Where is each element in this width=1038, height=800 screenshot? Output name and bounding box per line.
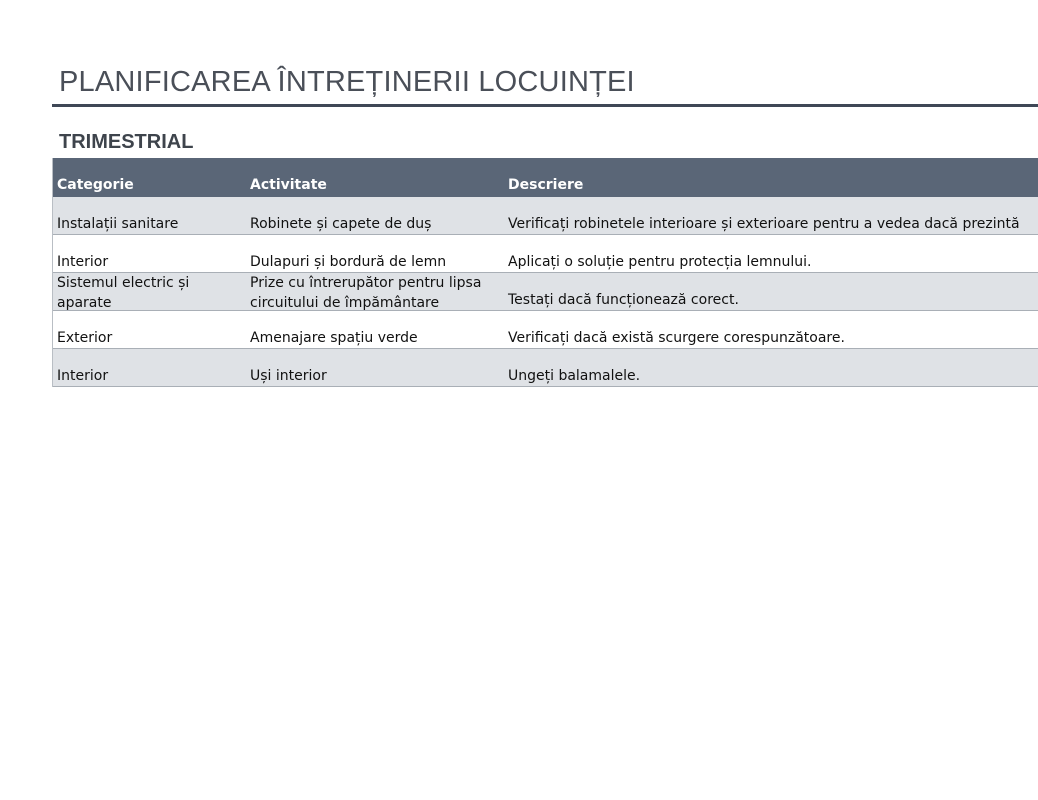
cell-descriere[interactable]: Verificați dacă există scurgere corespunzătoare. <box>508 330 845 346</box>
cell-activitate-line: Prize cu întrerupător pentru lipsa <box>250 275 482 291</box>
cell-categorie[interactable]: Instalații sanitare <box>57 216 179 232</box>
page-title: PLANIFICAREA ÎNTREȚINERII LOCUINȚEI <box>59 66 635 98</box>
table-row[interactable] <box>53 273 1038 311</box>
cell-categorie[interactable]: Interior <box>57 254 109 270</box>
cell-activitate[interactable]: Dulapuri și bordură de lemn <box>250 254 447 270</box>
cell-categorie[interactable]: Interior <box>57 368 109 384</box>
cell-categorie[interactable] <box>57 273 189 313</box>
section-title: TRIMESTRIAL <box>59 131 194 153</box>
column-header-descriere[interactable]: Descriere <box>508 177 584 193</box>
cell-descriere[interactable]: Testați dacă funcționează corect. <box>508 292 739 308</box>
maintenance-table <box>52 158 1038 387</box>
cell-activitate[interactable]: Uși interior <box>250 368 327 384</box>
cell-descriere[interactable]: Aplicați o soluție pentru protecția lemnului. <box>508 254 812 270</box>
cell-activitate-line: circuitului de împământare <box>250 295 440 311</box>
cell-activitate[interactable]: Robinete și capete de duș <box>250 216 432 232</box>
cell-categorie[interactable]: Exterior <box>57 330 113 346</box>
table-row[interactable] <box>53 311 1038 349</box>
cell-categorie-line: Sistemul electric și <box>57 275 190 291</box>
column-header-activitate[interactable]: Activitate <box>250 177 327 193</box>
table-row[interactable] <box>53 235 1038 273</box>
column-header-categorie[interactable]: Categorie <box>57 177 134 193</box>
cell-descriere[interactable]: Ungeți balamalele. <box>508 368 641 384</box>
table-row[interactable] <box>53 197 1038 235</box>
title-divider <box>52 104 1038 107</box>
cell-categorie-line: aparate <box>57 295 112 311</box>
table-header <box>53 158 1038 197</box>
cell-activitate[interactable] <box>250 273 481 313</box>
table-row[interactable] <box>53 349 1038 387</box>
cell-activitate[interactable]: Amenajare spațiu verde <box>250 330 418 346</box>
cell-descriere[interactable]: Verificați robinetele interioare și exterioare pentru a vedea dacă prezintă <box>508 216 1020 232</box>
